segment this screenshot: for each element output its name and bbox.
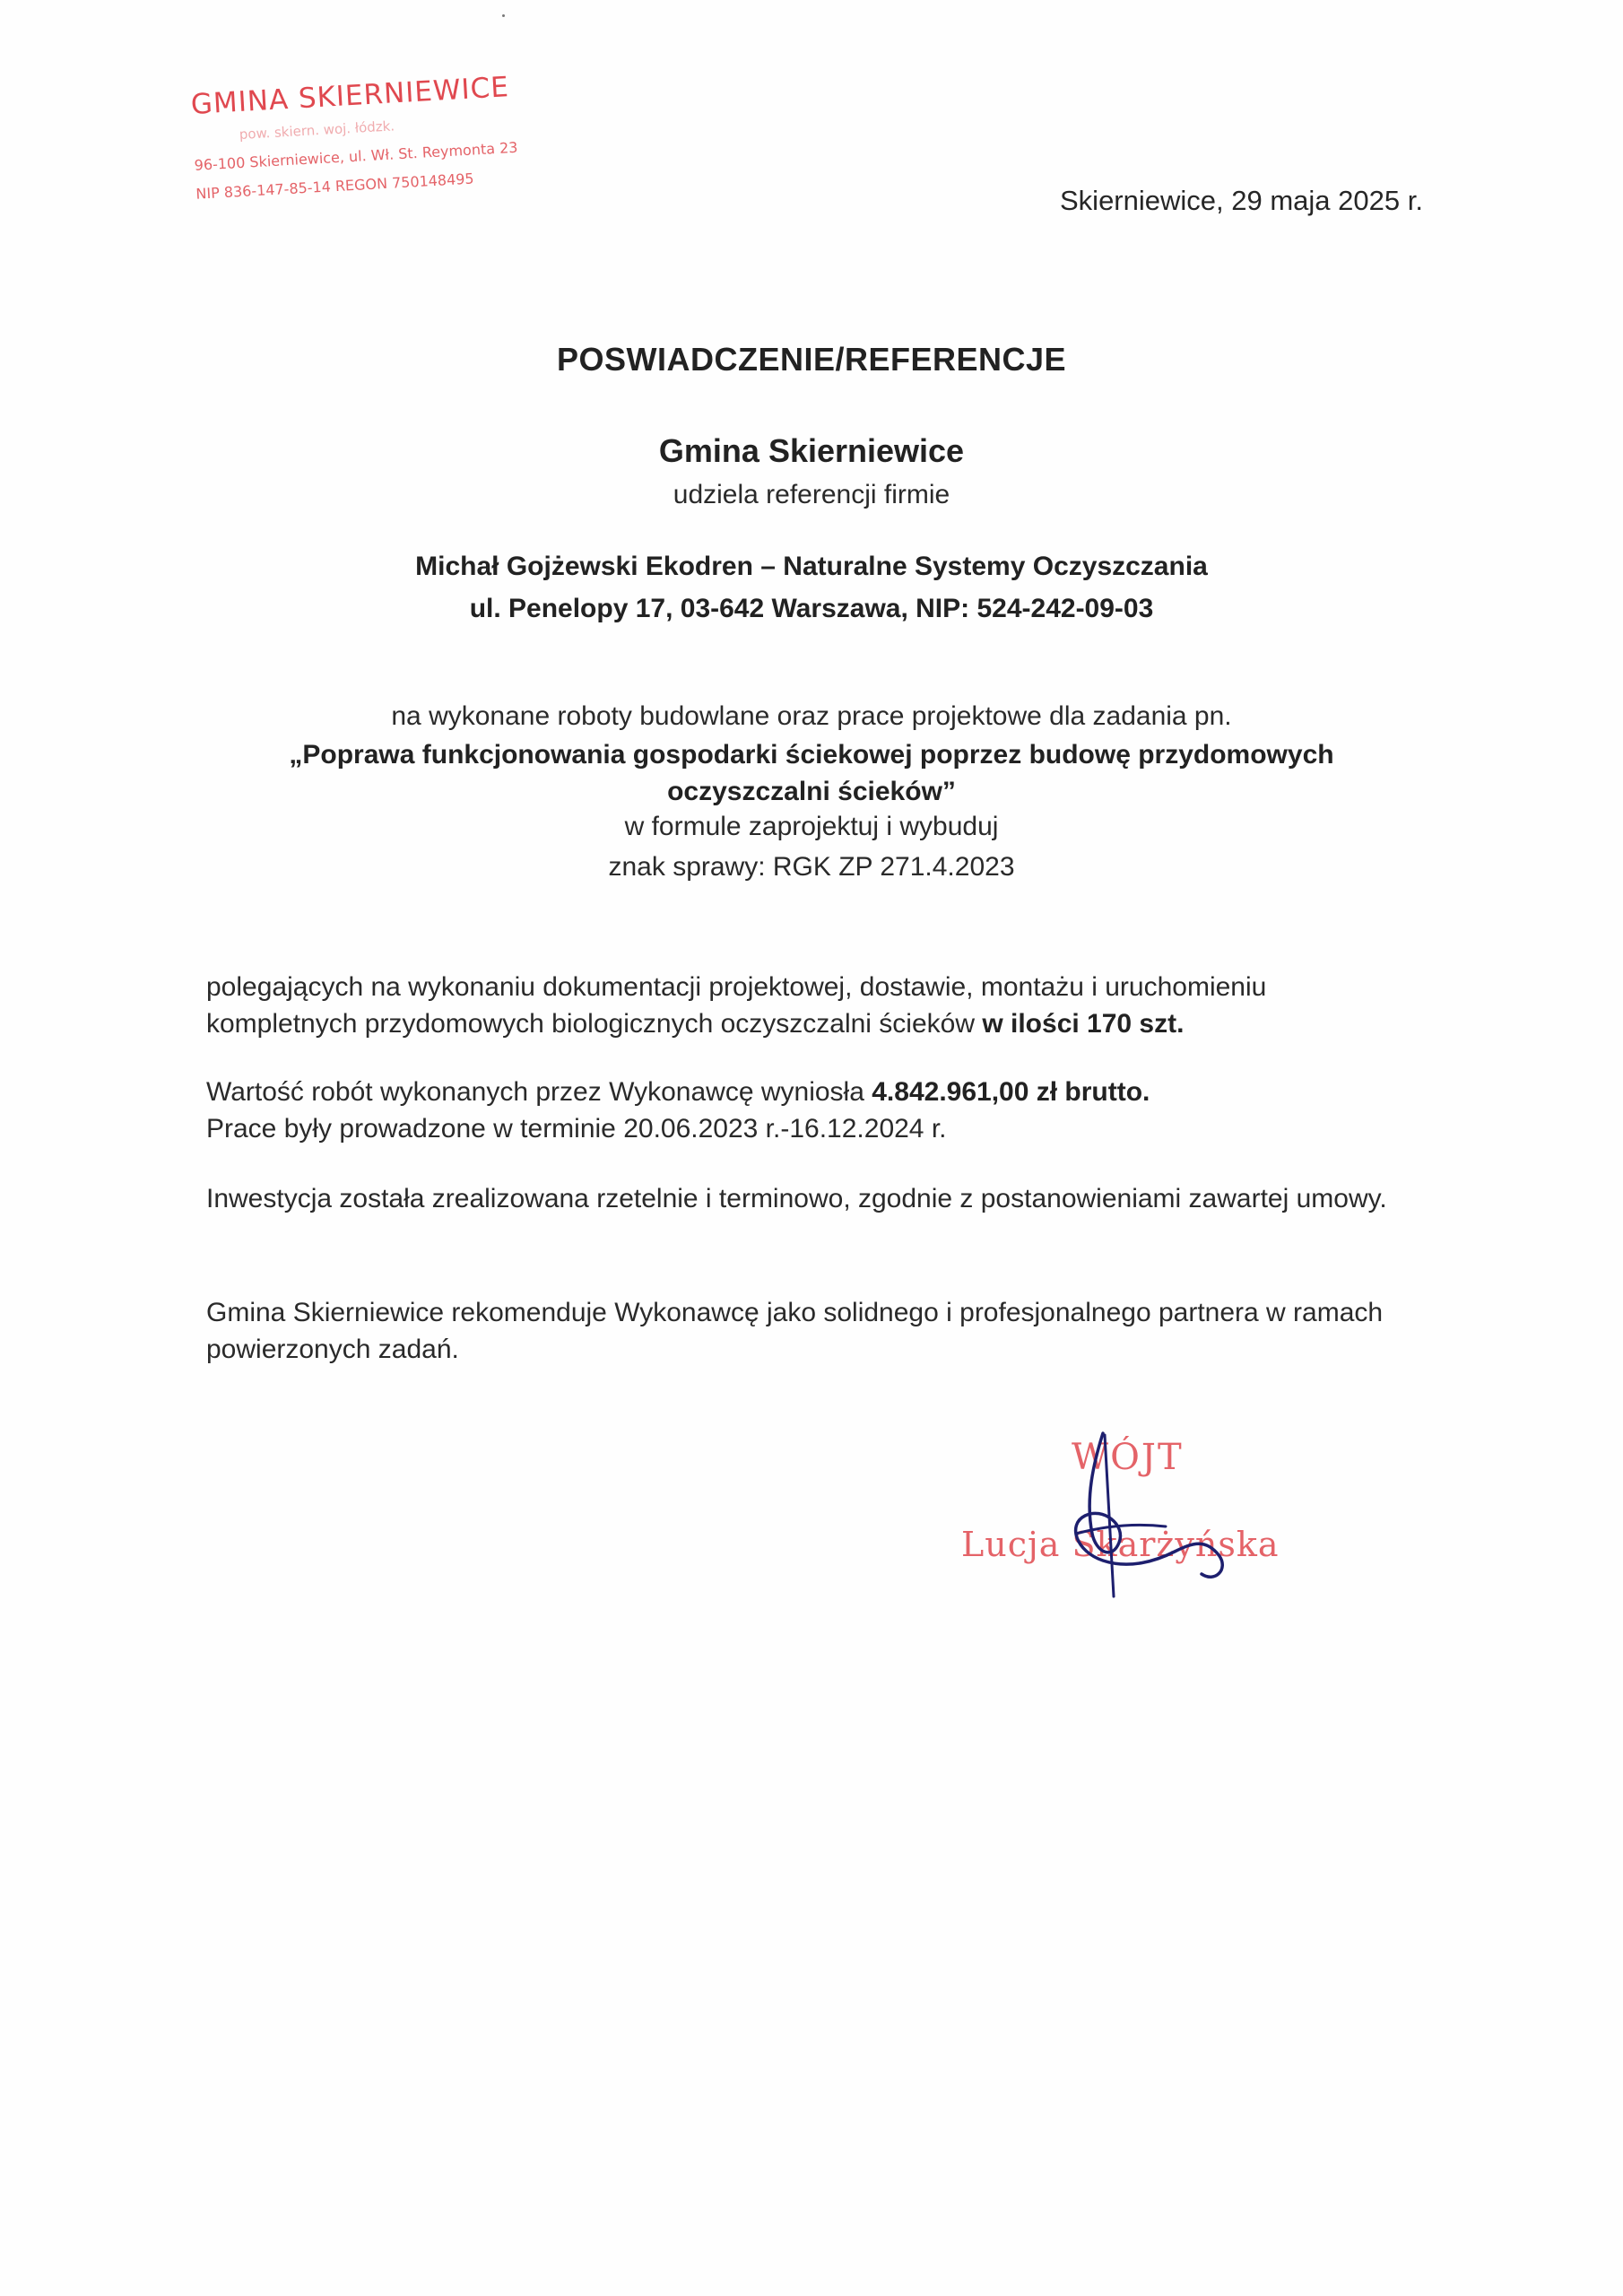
scope-quantity: w ilości 170 szt. bbox=[982, 1009, 1185, 1039]
company-address: ul. Penelopy 17, 03-642 Warszawa, NIP: 524-242-09-03 bbox=[469, 594, 1154, 623]
realization-paragraph: Inwestycja została zrealizowana rzetelnie i terminowo, zgodnie z postanowieniami zawartej umowy. bbox=[206, 1184, 1387, 1213]
signatory-role-stamp: WÓJT bbox=[1072, 1437, 1184, 1478]
stamp-title: GMINA SKIERNIEWICE bbox=[189, 71, 510, 121]
issuer-subline: udziela referencji firmie bbox=[673, 480, 950, 509]
task-intro: na wykonane roboty budowlane oraz prace projektowe dla zadania pn. bbox=[391, 701, 1232, 731]
handwritten-signature bbox=[1049, 1426, 1282, 1605]
scan-speck bbox=[502, 14, 505, 17]
task-formula: w formule zaprojektuj i wybuduj bbox=[624, 812, 999, 841]
company-name: Michał Gojżewski Ekodren – Naturalne Systemy Oczyszczania bbox=[415, 552, 1208, 581]
stamp-line-3: NIP 836-147-85-14 REGON 750148495 bbox=[195, 170, 475, 203]
value-amount: 4.842.961,00 zł brutto. bbox=[872, 1077, 1150, 1107]
municipality-stamp bbox=[190, 70, 546, 213]
stamp-line-1: pow. skiern. woj. łódzk. bbox=[239, 117, 395, 144]
document-title: POSWIADCZENIE/REFERENCJE bbox=[556, 341, 1067, 378]
task-title-line-1: „Poprawa funkcjonowania gospodarki ściekowej poprzez budowę przydomowych bbox=[289, 740, 1334, 770]
recommendation-paragraph: Gmina Skierniewice rekomenduje Wykonawcę jako solidnego i profesjonalnego partnera w ramach powierzonych zadań. bbox=[206, 1298, 1384, 1364]
scope-text: polegających na wykonaniu dokumentacji projektowej, dostawie, montażu i uruchomieniu kompletnych przydomowych biologicznych oczyszczalni ścieków bbox=[206, 972, 1267, 1039]
task-title-line-2: oczyszczalni ścieków” bbox=[667, 777, 956, 806]
stamp-line-2: 96-100 Skierniewice, ul. Wł. St. Reymonta 23 bbox=[194, 138, 518, 174]
value-paragraph bbox=[206, 1074, 1390, 1147]
scope-paragraph bbox=[206, 969, 1390, 1042]
issuer-name: Gmina Skierniewice bbox=[658, 432, 965, 469]
value-text: Wartość robót wykonanych przez Wykonawcę wyniosła bbox=[206, 1077, 872, 1107]
signatory-name-stamp: Lucja Skarżyńska bbox=[961, 1525, 1280, 1564]
work-period: Prace były prowadzone w terminie 20.06.2023 r.-16.12.2024 r. bbox=[206, 1114, 947, 1144]
case-reference: znak sprawy: RGK ZP 271.4.2023 bbox=[608, 852, 1015, 882]
document-date: Skierniewice, 29 maja 2025 r. bbox=[1060, 185, 1423, 216]
